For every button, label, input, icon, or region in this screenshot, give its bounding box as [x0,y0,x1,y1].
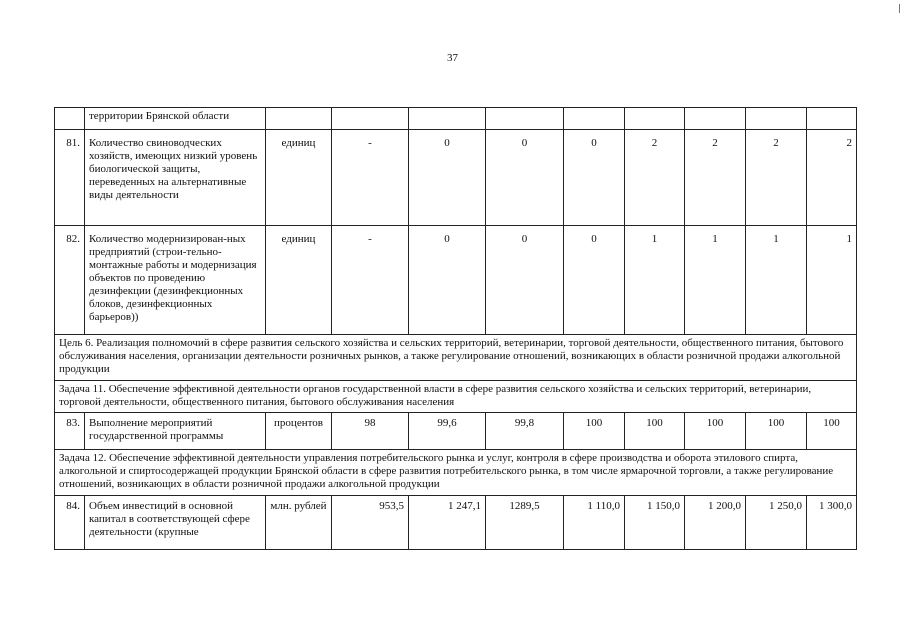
value-cell: 0 [409,130,486,226]
value-cell: 99,6 [409,413,486,450]
value-cell: 2 [807,130,857,226]
table-row [55,335,857,381]
value-cell: 0 [409,226,486,335]
value-cell: 2 [746,130,807,226]
table-row [55,381,857,413]
table-row [55,226,857,335]
table-row [55,413,857,450]
value-cell: - [332,226,409,335]
value-cell [486,108,564,130]
value-cell: 100 [807,413,857,450]
value-cell: 100 [625,413,685,450]
page-number: 37 [447,52,458,64]
row-number: 83. [55,413,85,450]
value-cell [746,108,807,130]
unit-cell: единиц [266,226,332,335]
value-cell: 0 [486,226,564,335]
value-cell [332,108,409,130]
value-cell: 0 [564,226,625,335]
value-cell: 2 [625,130,685,226]
table-row [55,130,857,226]
goal-heading: Цель 6. Реализация полномочий в сфере развития сельского хозяйства и сельских территорий, ветеринарии, торговой деятельности, общественного питания, бытового обслуживания населения, организации деятельности розничных рынков, а также регулирование отношений, возникающих в области розничной продажи алкогольной продукции [55,335,857,381]
unit-cell: млн. рублей [266,496,332,550]
value-cell: 1 [625,226,685,335]
value-cell [807,108,857,130]
value-cell: 0 [564,130,625,226]
row-number: 84. [55,496,85,550]
value-cell: 1289,5 [486,496,564,550]
value-cell: 953,5 [332,496,409,550]
row-number: 82. [55,226,85,335]
value-cell [685,108,746,130]
value-cell: 2 [685,130,746,226]
indicator-name: Количество свиноводческих хозяйств, имеющих низкий уровень биологической защиты, переведенных на альтернативные виды деятельности [85,130,266,226]
value-cell [625,108,685,130]
value-cell: 1 110,0 [564,496,625,550]
value-cell: 1 [807,226,857,335]
value-cell: 98 [332,413,409,450]
unit-cell [266,108,332,130]
row-number: 81. [55,130,85,226]
value-cell: 100 [746,413,807,450]
unit-cell: единиц [266,130,332,226]
table-row [55,450,857,496]
table-row [55,108,857,130]
unit-cell: процентов [266,413,332,450]
indicator-name: Количество модернизирован-ных предприятий (строи-тельно-монтажные работы и модернизация объектов по проведению дезинфекции (дезинфекционных блоков, дезинфекционных барьеров)) [85,226,266,335]
value-cell: 1 200,0 [685,496,746,550]
row-number [55,108,85,130]
indicators-table [54,107,857,550]
value-cell: 1 300,0 [807,496,857,550]
indicator-name: Выполнение мероприятий государственной программы [85,413,266,450]
value-cell: 99,8 [486,413,564,450]
value-cell: 1 [685,226,746,335]
indicator-name: Объем инвестиций в основной капитал в соответствующей сфере деятельности (крупные [85,496,266,550]
task-heading: Задача 12. Обеспечение эффективной деятельности управления потребительского рынка и услуг, контроля в сфере производства и оборота этилового спирта, алкогольной и спиртосодержащей продукции Брянской области в сфере развития потребительского рынка, в том числе ярмарочной торговли, а также регулирование отношений, возникающих в области розничной продажи алкогольной продукции [55,450,857,496]
task-heading: Задача 11. Обеспечение эффективной деятельности органов государственной власти в сфере развития сельского хозяйства и сельских территорий, ветеринарии, торговой деятельности, общественного питания, бытового обслуживания населения [55,381,857,413]
value-cell: 1 250,0 [746,496,807,550]
value-cell [409,108,486,130]
indicator-name: территории Брянской области [85,108,266,130]
value-cell: 1 247,1 [409,496,486,550]
table-row [55,496,857,550]
value-cell: 0 [486,130,564,226]
value-cell: 100 [564,413,625,450]
value-cell: 1 [746,226,807,335]
value-cell [564,108,625,130]
value-cell: - [332,130,409,226]
edge-mark [899,4,900,13]
value-cell: 1 150,0 [625,496,685,550]
value-cell: 100 [685,413,746,450]
